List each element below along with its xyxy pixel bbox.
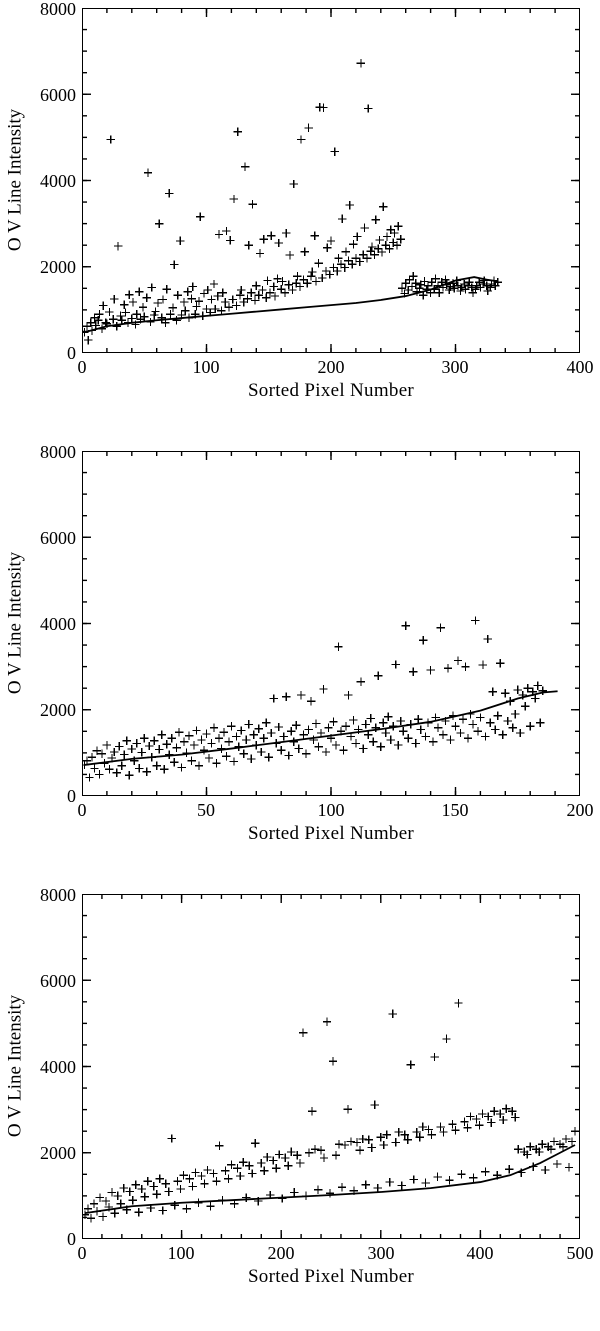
y-tick-labels-1: 8000 6000 4000 2000 0	[40, 0, 76, 363]
x-axis-label-1: Sorted Pixel Number	[247, 380, 415, 401]
chart-panel-3	[0, 886, 600, 1329]
y-tick-labels-3: 8000 6000 4000 2000 0	[40, 885, 76, 1249]
y-axis-label-2: O V Line Intensity	[4, 551, 26, 695]
x-tick-labels-1: 0 100 200 300 400	[77, 357, 594, 377]
x-axis-label-2: Sorted Pixel Number	[247, 823, 415, 844]
y-axis-label-3: O V Line Intensity	[4, 994, 26, 1138]
y-axis-label-1: O V Line Intensity	[4, 108, 26, 252]
chart-panel-2	[0, 443, 600, 886]
x-tick-labels-2: 0 50 100 150 200	[77, 800, 594, 820]
y-tick-labels-2: 8000 6000 4000 2000 0	[40, 442, 76, 806]
chart-panel-1	[0, 0, 600, 443]
x-tick-labels-3: 0 100 200 300 400 500	[77, 1243, 594, 1263]
x-axis-label-3: Sorted Pixel Number	[247, 1266, 415, 1287]
